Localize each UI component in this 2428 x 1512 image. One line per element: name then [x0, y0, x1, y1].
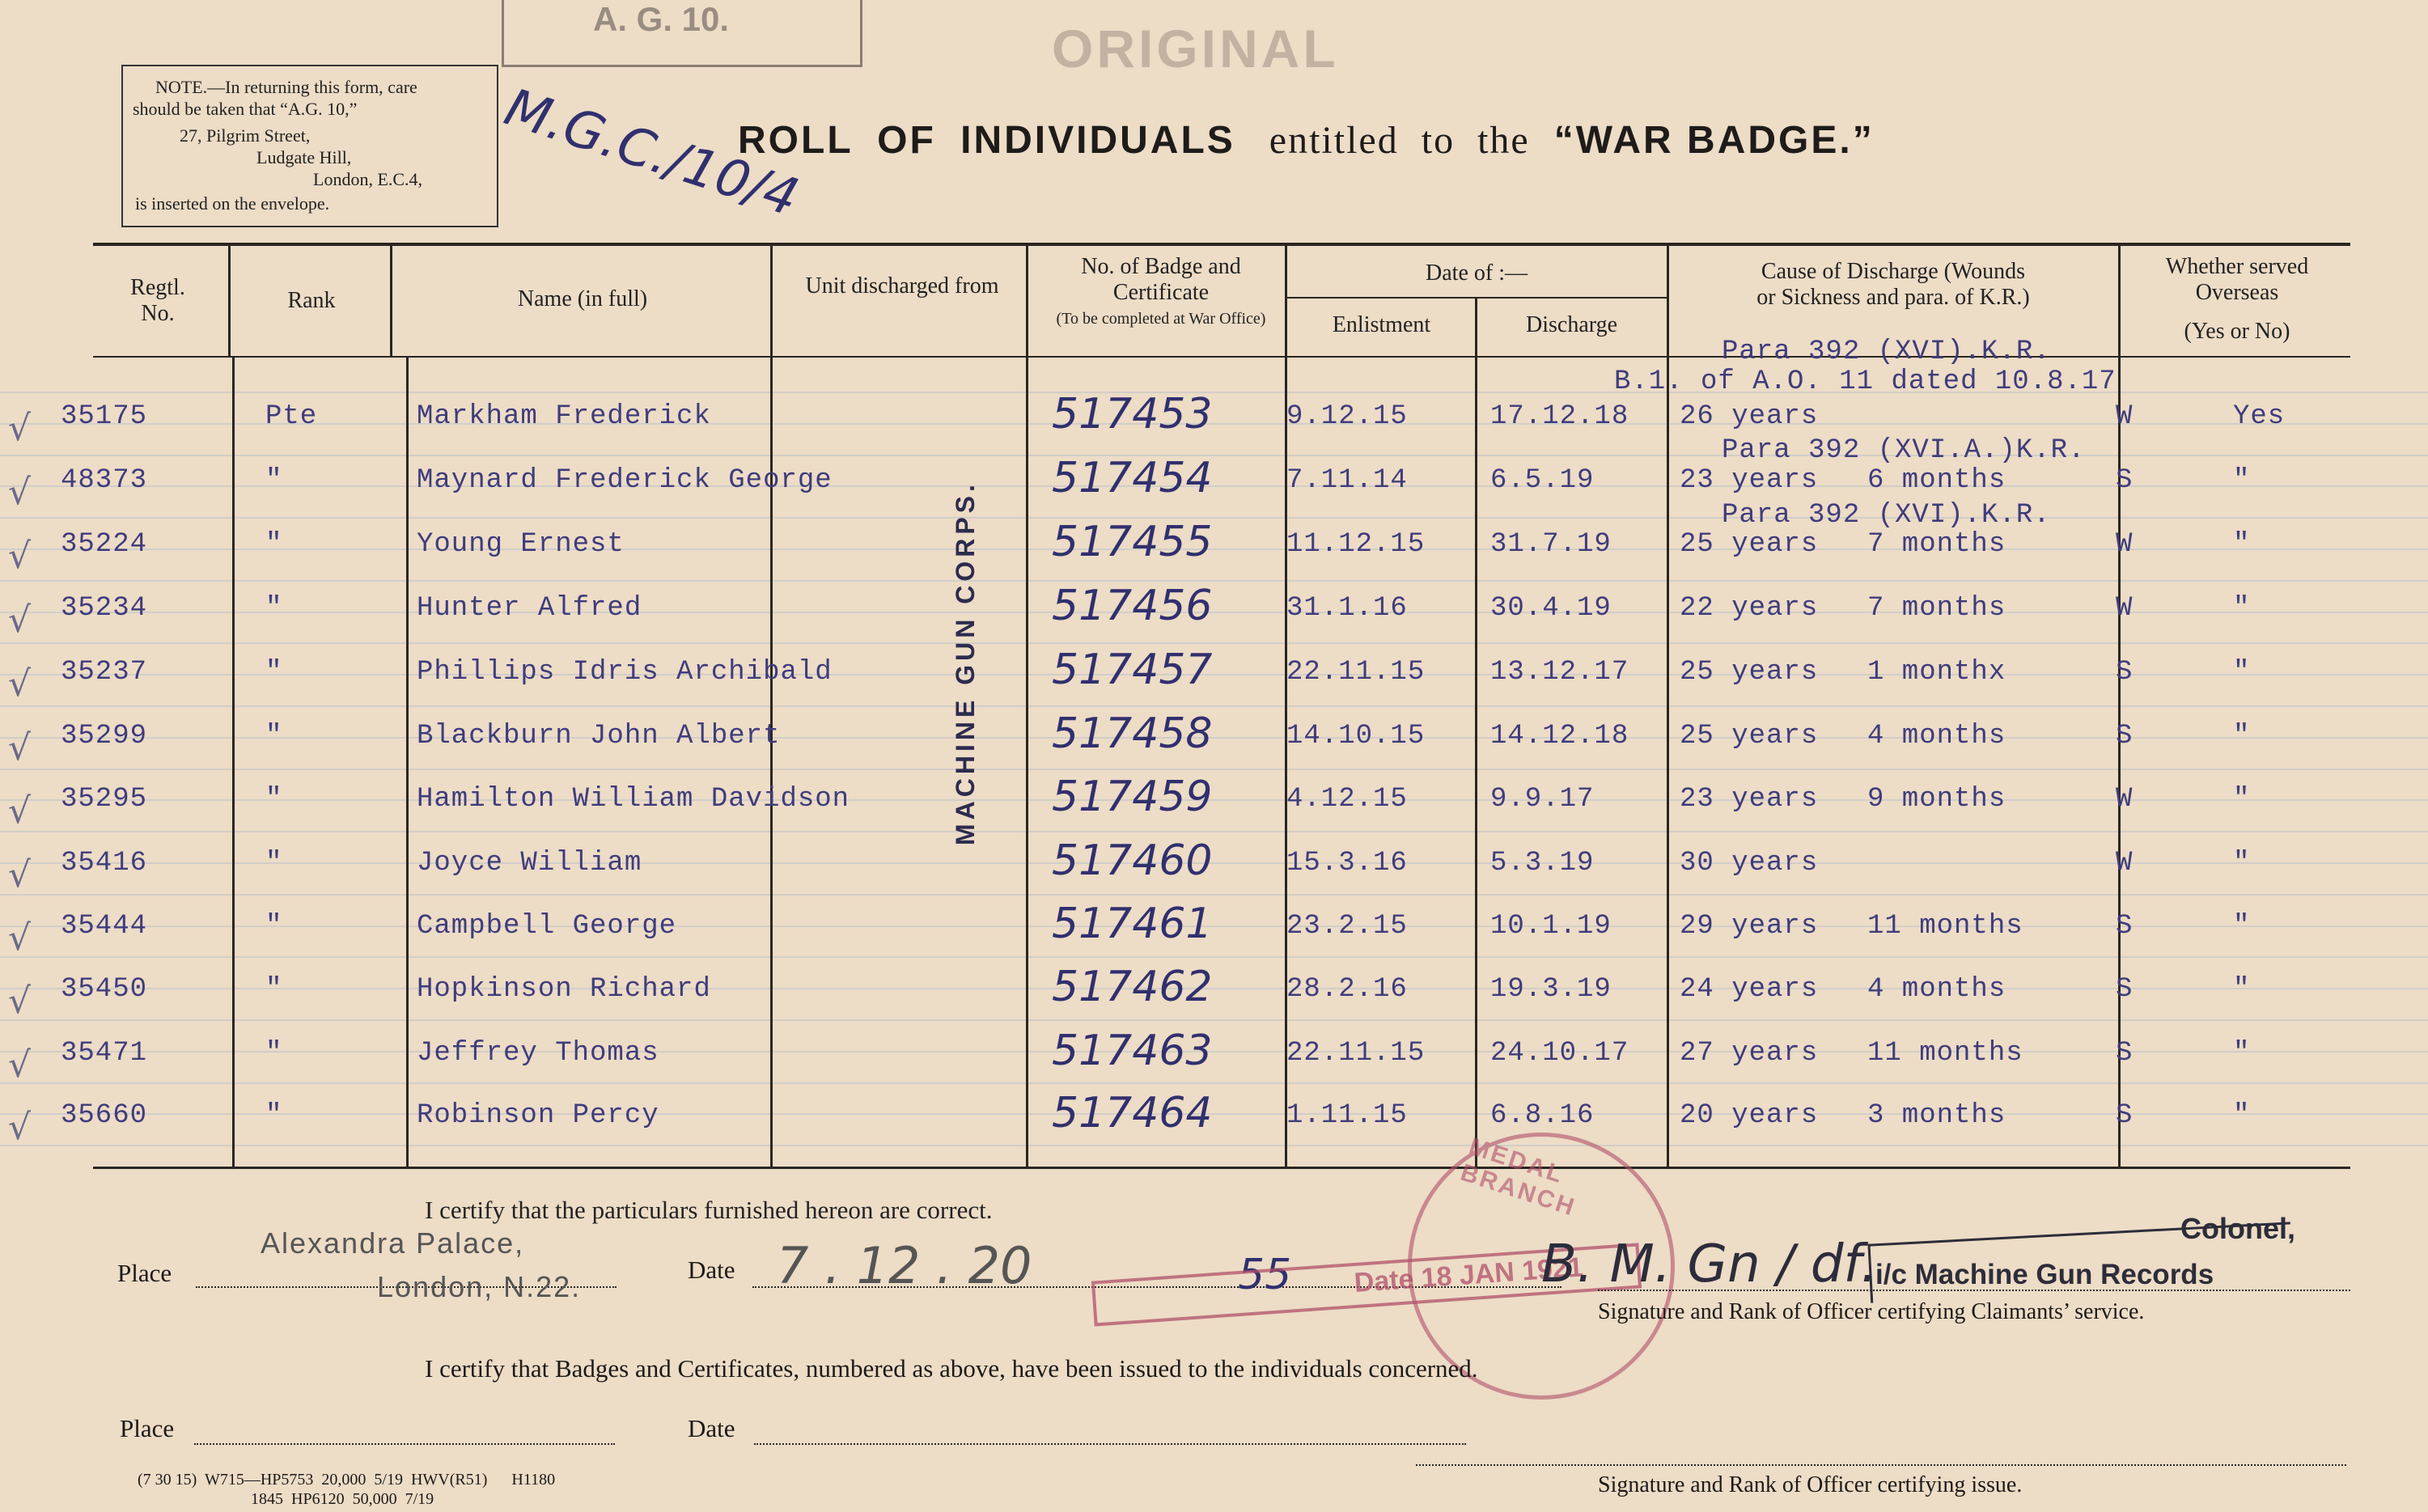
col-divider-4 [1026, 246, 1028, 1167]
para-note-1: Para 392 (XVI).K.R. [1722, 337, 2051, 367]
row-name: Phillips Idris Archibald [417, 657, 833, 688]
row-regtl-no: 35175 [61, 401, 148, 432]
check-mark-icon: √ [8, 536, 32, 577]
col-divider-1 [228, 246, 231, 358]
row-rank: " [265, 974, 283, 1005]
row-name: Hamilton William Davidson [417, 784, 850, 815]
row-enlistment-date: 22.11.15 [1286, 657, 1426, 688]
row-rank: " [265, 911, 283, 942]
ruled-line [0, 642, 2428, 644]
date-label: Date [688, 1256, 735, 1284]
row-service-months: 4 months [1867, 721, 2006, 752]
row-service-years: 27 years [1680, 1038, 1819, 1069]
row-service-years: 30 years [1680, 848, 1819, 879]
ruled-line [0, 894, 2428, 896]
row-regtl-no: 35237 [61, 657, 148, 688]
colonel-rank-stamp: Colonel, [2180, 1212, 2295, 1245]
row-overseas: " [2233, 1038, 2251, 1069]
place-value-line1: Alexandra Palace, [261, 1226, 525, 1260]
check-mark-icon: √ [8, 854, 32, 896]
row-badge-number: 517461 [1052, 900, 1213, 948]
row-wound-sickness-code: S [2116, 911, 2134, 942]
header-overseas-note: (Yes or No) [2184, 319, 2290, 344]
row-name: Markham Frederick [417, 401, 711, 432]
row-badge-number: 517455 [1052, 518, 1213, 566]
row-discharge-date: 24.10.17 [1490, 1038, 1629, 1069]
row-service-years: 23 years [1680, 784, 1819, 815]
col-divider-3 [770, 246, 773, 1167]
note-line-2: should be taken that “A.G. 10,” [133, 99, 358, 119]
row-discharge-date: 19.3.19 [1490, 974, 1612, 1005]
row-badge-number: 517462 [1052, 963, 1213, 1011]
row-service-months: 3 months [1867, 1100, 2006, 1131]
header-unit: Unit discharged from [805, 273, 999, 299]
row-rank: " [265, 529, 283, 560]
unit-vertical-stamp: MACHINE GUN CORPS. [951, 481, 980, 845]
note-line-6: is inserted on the envelope. [135, 193, 330, 214]
col-divider-6 [1475, 299, 1477, 1167]
check-mark-icon: √ [8, 1044, 32, 1086]
row-enlistment-date: 11.12.15 [1286, 529, 1426, 560]
row-enlistment-date: 4.12.15 [1286, 784, 1408, 815]
row-name: Blackburn John Albert [417, 721, 781, 752]
row-regtl-no: 35299 [61, 721, 148, 752]
header-badge-note: (To be completed at War Office) [1056, 310, 1266, 328]
ruled-line [0, 548, 2428, 550]
row-discharge-date: 6.8.16 [1490, 1100, 1595, 1131]
row-rank: " [265, 784, 283, 815]
row-overseas: " [2233, 657, 2251, 688]
row-badge-number: 517460 [1052, 836, 1213, 885]
signature-caption-1: Signature and Rank of Officer certifying Claimants’ service. [1598, 1299, 2145, 1324]
row-service-years: 29 years [1680, 911, 1819, 942]
row-rank: " [265, 593, 283, 624]
row-rank: " [265, 1038, 283, 1069]
para-note-3: Para 392 (XVI.A.)K.R. [1722, 435, 2086, 466]
header-badge: No. of Badge and Certificate [1081, 254, 1241, 305]
medal-branch-text: MEDAL BRANCH [1457, 1133, 1580, 1222]
row-badge-number: 517454 [1052, 454, 1213, 502]
row-discharge-date: 13.12.17 [1490, 657, 1629, 688]
ruled-line [0, 862, 2428, 864]
row-wound-sickness-code: S [2116, 465, 2134, 496]
row-enlistment-date: 15.3.16 [1286, 848, 1408, 879]
ruled-line [0, 1145, 2428, 1146]
signature-line [1598, 1290, 2350, 1291]
row-name: Hunter Alfred [417, 593, 642, 624]
col-divider-1b [232, 358, 235, 1167]
col-divider-2 [390, 246, 392, 358]
row-regtl-no: 35416 [61, 848, 148, 879]
row-discharge-date: 6.5.19 [1490, 465, 1595, 496]
row-overseas: " [2233, 911, 2251, 942]
ruled-line [0, 674, 2428, 676]
ruled-line [0, 1051, 2428, 1052]
row-regtl-no: 48373 [61, 465, 148, 496]
row-service-years: 22 years [1680, 593, 1819, 624]
ruled-line [0, 925, 2428, 927]
row-enlistment-date: 7.11.14 [1286, 465, 1408, 496]
title-part-2: entitled to the [1269, 119, 1530, 162]
ruled-line [0, 769, 2428, 770]
ruled-line [0, 517, 2428, 519]
header-regtl-no: Regtl. No. [130, 275, 185, 326]
table-top-rule [93, 243, 2350, 246]
row-service-months: 9 months [1867, 784, 2006, 815]
header-name: Name (in full) [517, 286, 648, 311]
row-name: Robinson Percy [417, 1100, 659, 1131]
row-discharge-date: 30.4.19 [1490, 593, 1612, 624]
title-part-3: “WAR BADGE.” [1553, 119, 1875, 162]
ruled-line [0, 1082, 2428, 1084]
page-title [738, 118, 1875, 163]
row-enlistment-date: 14.10.15 [1286, 721, 1426, 752]
ruled-line [0, 485, 2428, 487]
para-note-2: B.1. of A.O. 11 dated 10.8.17 [1614, 366, 2117, 397]
row-rank: " [265, 721, 283, 752]
col-divider-2b [406, 358, 409, 1167]
row-regtl-no: 35234 [61, 593, 148, 624]
row-name: Young Ernest [417, 529, 625, 560]
row-service-years: 24 years [1680, 974, 1819, 1005]
row-overseas: " [2233, 784, 2251, 815]
note-line-5: London, E.C.4, [313, 169, 423, 189]
place-value-line2: London, N.22. [377, 1270, 582, 1303]
row-service-years: 25 years [1680, 657, 1819, 688]
row-overseas: " [2233, 721, 2251, 752]
signature-line-2 [1416, 1464, 2346, 1466]
row-service-months: 11 months [1867, 911, 2023, 942]
row-service-months: 6 months [1867, 465, 2006, 496]
ag10-stamp-text: A. G. 10. [593, 0, 730, 38]
row-service-months: 11 months [1867, 1038, 2023, 1069]
row-enlistment-date: 22.11.15 [1286, 1038, 1426, 1069]
row-badge-number: 517458 [1052, 709, 1213, 758]
row-badge-number: 517457 [1052, 646, 1213, 694]
ruled-line [0, 737, 2428, 739]
row-wound-sickness-code: S [2116, 974, 2134, 1005]
check-mark-icon: √ [8, 663, 32, 705]
row-rank: " [265, 848, 283, 879]
header-rank: Rank [287, 288, 336, 313]
ruled-line [0, 1019, 2428, 1021]
ag10-stamp-box [502, 0, 862, 67]
col-divider-8 [2118, 246, 2121, 1167]
row-overseas: " [2233, 465, 2251, 496]
handwritten-reference: M.G.C./10/4 [498, 78, 806, 229]
date-handwritten: 7 . 12 . 20 [777, 1236, 1032, 1295]
place-line-2 [194, 1443, 615, 1445]
row-overseas: " [2233, 529, 2251, 560]
original-stamp: ORIGINAL [1052, 19, 1339, 78]
check-mark-icon: √ [8, 472, 32, 513]
row-enlistment-date: 9.12.15 [1286, 401, 1408, 432]
row-discharge-date: 9.9.17 [1490, 784, 1595, 815]
check-mark-icon: √ [8, 790, 32, 832]
certify-issued-text: I certify that Badges and Certificates, numbered as above, have been issued to the individuals concerned. [425, 1354, 1478, 1383]
row-name: Maynard Frederick George [417, 465, 833, 496]
ruled-line [0, 831, 2428, 832]
date-label-2: Date [688, 1414, 735, 1442]
row-wound-sickness-code: W [2116, 593, 2134, 624]
row-regtl-no: 35295 [61, 784, 148, 815]
para-note-4: Para 392 (XVI).K.R. [1722, 500, 2051, 531]
check-mark-icon: √ [8, 727, 32, 769]
place-label-2: Place [120, 1414, 175, 1442]
row-service-years: 20 years [1680, 1100, 1819, 1131]
row-discharge-date: 10.1.19 [1490, 911, 1612, 942]
note-line-1: —In returning this form, care [207, 77, 417, 97]
row-rank: " [265, 1100, 283, 1131]
row-wound-sickness-code: W [2116, 401, 2134, 432]
note-lead: NOTE. [155, 77, 208, 97]
date-received-stamp-text: Date 18 JAN 1921 [1353, 1252, 1584, 1299]
row-discharge-date: 31.7.19 [1490, 529, 1612, 560]
header-overseas: Whether served Overseas [2165, 254, 2309, 305]
title-part-1: ROLL OF INDIVIDUALS [738, 119, 1235, 162]
row-wound-sickness-code: S [2116, 657, 2134, 688]
note-line-4: Ludgate Hill, [256, 147, 352, 167]
row-name: Campbell George [417, 911, 677, 942]
row-wound-sickness-code: W [2116, 529, 2134, 560]
row-wound-sickness-code: S [2116, 1100, 2134, 1131]
row-overseas: " [2233, 1100, 2251, 1131]
row-regtl-no: 35471 [61, 1038, 148, 1069]
row-enlistment-date: 23.2.15 [1286, 911, 1408, 942]
row-badge-number: 517456 [1052, 582, 1213, 630]
row-service-months: 1 monthx [1867, 657, 2006, 688]
ruled-line [0, 705, 2428, 707]
row-wound-sickness-code: S [2116, 1038, 2134, 1069]
row-overseas: " [2233, 593, 2251, 624]
row-rank: Pte [265, 401, 318, 432]
row-regtl-no: 35224 [61, 529, 148, 560]
row-badge-number: 517459 [1052, 773, 1213, 821]
row-name: Joyce William [417, 848, 642, 879]
certify-correct-text: I certify that the particulars furnished hereon are correct. [425, 1196, 993, 1224]
check-mark-icon: √ [8, 980, 32, 1022]
ruled-line [0, 988, 2428, 989]
row-wound-sickness-code: W [2116, 784, 2134, 815]
row-overseas: Yes [2233, 401, 2286, 432]
row-regtl-no: 35450 [61, 974, 148, 1005]
row-service-years: 25 years [1680, 721, 1819, 752]
row-service-years: 25 years [1680, 529, 1819, 560]
row-service-months: 4 months [1867, 974, 2006, 1005]
row-wound-sickness-code: W [2116, 848, 2134, 879]
header-date-of: Date of :— [1426, 260, 1528, 286]
row-rank: " [265, 657, 283, 688]
ruled-line [0, 799, 2428, 801]
printer-line-1: (7 30 15) W715—HP5753 20,000 5/19 HWV(R51) H1180 [138, 1471, 556, 1489]
check-mark-icon: √ [8, 408, 32, 449]
records-stamp-text: i/c Machine Gun Records [1875, 1259, 2214, 1290]
place-label: Place [117, 1259, 172, 1287]
note-box [121, 65, 498, 227]
header-cause: Cause of Discharge (Wounds or Sickness and para. of K.R.) [1756, 259, 2030, 310]
date-line-2 [754, 1443, 1466, 1445]
row-regtl-no: 35660 [61, 1100, 148, 1131]
row-discharge-date: 5.3.19 [1490, 848, 1595, 879]
row-service-years: 23 years [1680, 465, 1819, 496]
row-service-months: 7 months [1867, 593, 2006, 624]
check-mark-icon: √ [8, 917, 32, 959]
check-mark-icon: √ [8, 1107, 32, 1148]
note-line-3: 27, Pilgrim Street, [180, 125, 311, 146]
table-bottom-rule [93, 1167, 2350, 1169]
row-discharge-date: 14.12.18 [1490, 721, 1629, 752]
header-discharge: Discharge [1526, 312, 1617, 337]
row-service-months: 7 months [1867, 529, 2006, 560]
row-name: Hopkinson Richard [417, 974, 711, 1005]
header-enlistment: Enlistment [1332, 312, 1431, 337]
row-badge-number: 517463 [1052, 1027, 1213, 1075]
ruled-line [0, 1113, 2428, 1115]
row-discharge-date: 17.12.18 [1490, 401, 1629, 432]
handwritten-55: 55 [1238, 1251, 1292, 1299]
ruled-line [0, 612, 2428, 613]
row-enlistment-date: 28.2.16 [1286, 974, 1408, 1005]
row-overseas: " [2233, 848, 2251, 879]
row-enlistment-date: 31.1.16 [1286, 593, 1408, 624]
signature-caption-2: Signature and Rank of Officer certifying issue. [1598, 1472, 2023, 1497]
check-mark-icon: √ [8, 599, 32, 641]
row-service-years: 26 years [1680, 401, 1819, 432]
row-overseas: " [2233, 974, 2251, 1005]
ruled-line [0, 580, 2428, 582]
col-divider-5 [1285, 246, 1287, 1167]
ruled-line [0, 956, 2428, 958]
row-badge-number: 517464 [1052, 1089, 1213, 1137]
ruled-line [0, 423, 2428, 425]
printer-line-2: 1845 HP6120 50,000 7/19 [251, 1490, 434, 1508]
row-wound-sickness-code: S [2116, 721, 2134, 752]
row-name: Jeffrey Thomas [417, 1038, 659, 1069]
row-rank: " [265, 465, 283, 496]
officer-signature: B. M. Gn / df. [1541, 1235, 1878, 1294]
row-regtl-no: 35444 [61, 911, 148, 942]
row-enlistment-date: 1.11.15 [1286, 1100, 1408, 1131]
row-badge-number: 517453 [1052, 390, 1213, 438]
